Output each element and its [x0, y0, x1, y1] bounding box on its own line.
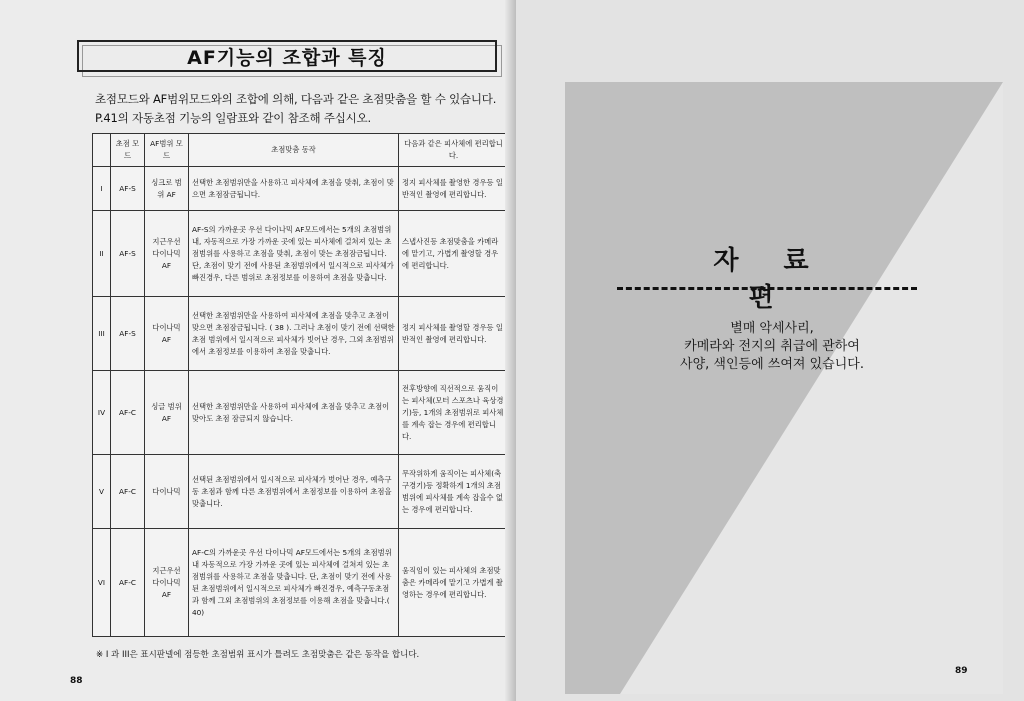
- table-row: [93, 211, 509, 297]
- section-line-3: 사양, 색인등에 쓰여져 있습니다.: [680, 357, 864, 372]
- af-combination-table: [92, 133, 509, 637]
- diagonal-triangle-graphic: [565, 82, 1003, 694]
- section-line-1: 별매 악세사리,: [730, 321, 814, 336]
- suited-cell: 무작위하게 움직이는 피사체(축구경기)등 정확하게 1개의 초점범위에 피사체를 계속 잡을수 없는 경우에 편리합니다.: [399, 455, 509, 529]
- focus-mode-cell: AF-C: [111, 371, 145, 455]
- operation-cell: 선택된 초점범위에서 일시적으로 피사체가 벗어난 경우, 예측구동 초점과 함께 다른 초점범위에서 초점정보를 이용하여 초점을 맞춥니다.: [189, 455, 399, 529]
- range-mode-cell: 다이나믹 AF: [145, 297, 189, 371]
- operation-cell: 선택한 초점범위만을 사용하여 피사체에 초점을 맞추고 초점이 맞아도 초점 잠금되지 않습니다.: [189, 371, 399, 455]
- section-description: [612, 320, 932, 374]
- header-cell-operation: 초점맞춤 동작: [189, 134, 399, 167]
- dashed-divider: [617, 287, 917, 290]
- light-triangle: [620, 82, 1003, 694]
- focus-mode-cell: AF-S: [111, 167, 145, 211]
- page-number-left: 88: [70, 676, 83, 686]
- row-number: I: [93, 167, 111, 211]
- page-title-text: AF기능의 조합과 특징: [187, 46, 387, 69]
- section-line-2: 카메라와 전지의 취급에 관하여: [684, 339, 860, 354]
- range-mode-cell: 싱크로 범위 AF: [145, 167, 189, 211]
- row-number: II: [93, 211, 111, 297]
- focus-mode-cell: AF-S: [111, 211, 145, 297]
- row-number: III: [93, 297, 111, 371]
- row-number: IV: [93, 371, 111, 455]
- header-cell-range-mode: AF범위 모드: [145, 134, 189, 167]
- focus-mode-cell: AF-S: [111, 297, 145, 371]
- suited-cell: 정지 피사체를 촬영할 경우등 일반적인 촬영에 편리합니다.: [399, 297, 509, 371]
- range-mode-cell: 다이나믹: [145, 455, 189, 529]
- suited-cell: 스냅사진등 초점맞춤을 카메라에 맡기고, 가볍게 촬영할 경우에 편리합니다.: [399, 211, 509, 297]
- table-row: [93, 529, 509, 637]
- operation-cell: 선택한 초점범위만을 사용하여 피사체에 초점을 맞추고 초점이 맞으면 초점잠금됩니다. ( 38 ). 그러나 초점이 맞기 전에 선택한 초점 범위에서 일시적으로 피사체가 빗어난 경우, 그외 초점범위에서 초점정보를 이용하여 초점을 맞춥니다.: [189, 297, 399, 371]
- page-number-right: 89: [955, 666, 968, 676]
- operation-cell: 선택한 초점범위만을 사용하고 피사체에 초점을 맞춰, 초점이 맞으면 초점잠금됩니다.: [189, 167, 399, 211]
- footnote: ※ I 과 III은 표시판넬에 점등한 초점범위 표시가 틀려도 초점맞춤은 같은 동작을 합니다.: [96, 650, 420, 660]
- suited-cell: 정지 피사체를 촬영한 경우등 일반적인 촬영에 편리합니다.: [399, 167, 509, 211]
- range-mode-cell: 싱글 범위 AF: [145, 371, 189, 455]
- row-number: V: [93, 455, 111, 529]
- table-row: [93, 455, 509, 529]
- suited-cell: 전후방향에 직선적으로 움직이는 피사체(모터 스포츠나 육상경기)등, 1개의 초점범위로 피사체를 계속 잡는 경우에 편리합니다.: [399, 371, 509, 455]
- suited-cell: 움직임이 있는 피사체의 초점맞춤은 카메라에 맡기고 가볍게 촬영하는 경우에 편리합니다.: [399, 529, 509, 637]
- page-title: [77, 40, 497, 72]
- table-header-row: [93, 134, 509, 167]
- intro-paragraph: 초점모드와 AF범위모드와의 조합에 의해, 다음과 같은 초점맞춤을 할 수 있습니다. P.41의 자동초점 기능의 일람표와 같이 참조해 주십시오.: [95, 92, 497, 125]
- operation-cell: AF-C의 가까운곳 우선 다이나믹 AF모드에서는 5개의 초점범위내 자동적으로 가장 가까운 곳에 있는 피사체에 걸쳐져 있는 초점범위를 사용하고 초점을 맞춥니다. 단, 초점이 맞기 전에 사용된 초점범위에서 일시적으로 피사체가 빠진경우, 예측구동초점과 함께 그외 초점범위의 초점정보를 이용해 초점을 맞춥니다.( 40): [189, 529, 399, 637]
- range-mode-cell: 지근우선 다이나믹 AF: [145, 529, 189, 637]
- header-cell-suited: 다음과 같은 피사체에 편리합니다.: [399, 134, 509, 167]
- table-row: [93, 371, 509, 455]
- section-title: 자 료 편: [713, 246, 827, 313]
- row-number: VI: [93, 529, 111, 637]
- header-cell-no: [93, 134, 111, 167]
- focus-mode-cell: AF-C: [111, 455, 145, 529]
- range-mode-cell: 지근우선 다이나믹 AF: [145, 211, 189, 297]
- operation-cell: AF-S의 가까운곳 우선 다이나믹 AF모드에서는 5개의 초점범위내, 자동적으로 가장 가까운 곳에 있는 피사체에 걸쳐져 있는 초점범위를 사용하고 초점을 맞춰, 초점이 맞는 초점잠금됩니다. 단, 초점이 맞기 전에 사용된 초점범위에서 일시적으로 피사체가 빠진경우, 다른 범위로 초점정보를 이용하여 초점을 맞춥니다.: [189, 211, 399, 297]
- focus-mode-cell: AF-C: [111, 529, 145, 637]
- header-cell-focus-mode: 초점 모드: [111, 134, 145, 167]
- table-row: [93, 167, 509, 211]
- table-row: [93, 297, 509, 371]
